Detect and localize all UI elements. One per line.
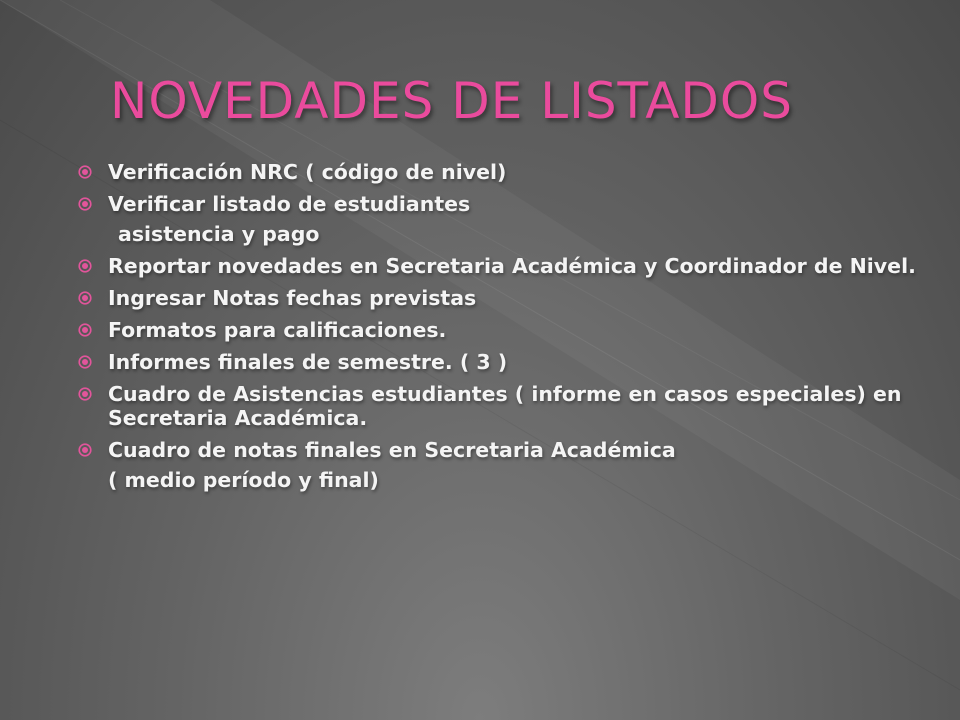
target-bullet-icon xyxy=(78,165,92,179)
target-bullet-icon xyxy=(78,323,92,337)
target-bullet-icon xyxy=(78,291,92,305)
bullet-list xyxy=(72,160,932,500)
list-item-text: Informes finales de semestre. ( 3 ) xyxy=(108,350,508,374)
list-item-text: asistencia y pago xyxy=(118,222,320,246)
list-item-text: Cuadro de notas finales en Secretaria Académica xyxy=(108,438,676,462)
list-item-text: ( medio período y final) xyxy=(108,468,379,492)
list-item xyxy=(72,382,932,430)
list-item xyxy=(72,468,932,492)
list-item xyxy=(72,192,932,216)
target-bullet-icon xyxy=(78,197,92,211)
list-item xyxy=(72,254,932,278)
list-item xyxy=(72,438,932,462)
list-item xyxy=(72,318,932,342)
target-bullet-icon xyxy=(78,259,92,273)
list-item-text: Ingresar Notas fechas previstas xyxy=(108,286,477,310)
list-item-text: Cuadro de Asistencias estudiantes ( informe en casos especiales) en Secretaria Académica. xyxy=(108,382,902,430)
list-item-text: Formatos para calificaciones. xyxy=(108,318,447,342)
list-item-text: Reportar novedades en Secretaria Académica y Coordinador de Nivel. xyxy=(108,254,916,278)
list-item xyxy=(72,160,932,184)
list-item xyxy=(72,286,932,310)
target-bullet-icon xyxy=(78,355,92,369)
list-item-text: Verificar listado de estudiantes xyxy=(108,192,471,216)
target-bullet-icon xyxy=(78,387,92,401)
list-item xyxy=(72,350,932,374)
slide-title: NOVEDADES DE LISTADOS xyxy=(110,72,794,130)
list-item xyxy=(72,222,932,246)
list-item-text: Verificación NRC ( código de nivel) xyxy=(108,160,507,184)
target-bullet-icon xyxy=(78,443,92,457)
